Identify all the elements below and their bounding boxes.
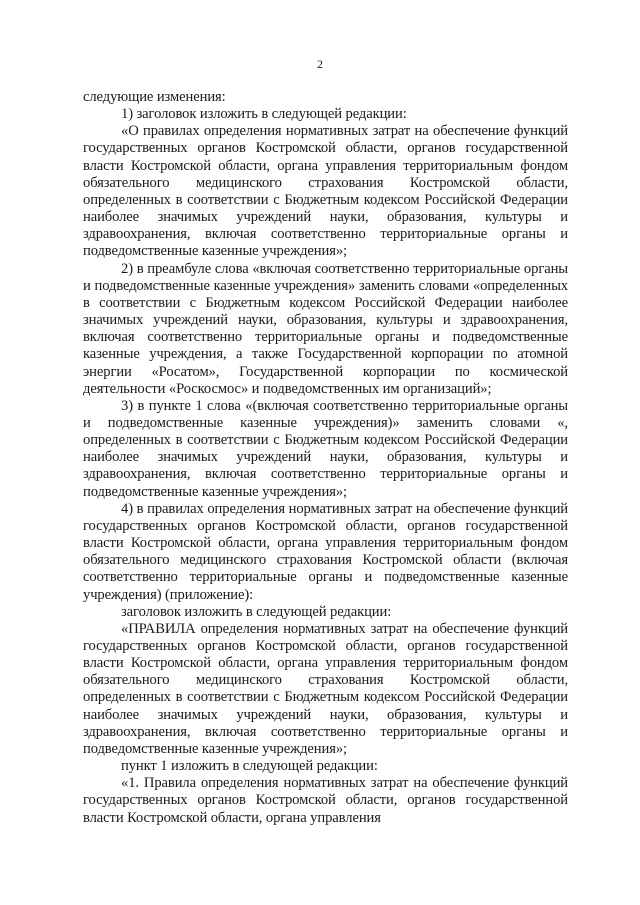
- paragraph: 4) в правилах определения нормативных затрат на обеспечение функций государственных органов Костромской области, органов государственной власти Костромской области, органа управления территориальным фондом обязательного медицинского страхования Костромской области (включая соответственно территориальные органы и подведомственные казенные учреждения) (приложение):: [83, 500, 568, 603]
- paragraph: 1) заголовок изложить в следующей редакции:: [121, 106, 407, 123]
- page-number: 2: [317, 57, 323, 71]
- document-body: [83, 89, 568, 827]
- paragraph: «ПРАВИЛА определения нормативных затрат на обеспечение функций государственных органов Костромской области, органов государственной власти Костромской области, органа управления территориальным фондом обязательного медицинского страхования Костромской области, определенных в соответствии с Бюджетным кодексом Российской Федерации наиболее значимых учреждений науки, образования, культуры и здравоохранения, включая соответственно территориальные органы и подведомственные казенные учреждения»;: [83, 620, 568, 757]
- paragraph: следующие изменения:: [83, 89, 226, 105]
- paragraph: заголовок изложить в следующей редакции:: [121, 603, 392, 620]
- paragraph: пункт 1 изложить в следующей редакции:: [121, 758, 378, 775]
- paragraph: «1. Правила определения нормативных затрат на обеспечение функций государственных органов Костромской области, органов государственной власти Костромской области, органа управления: [83, 775, 568, 826]
- paragraph: «О правилах определения нормативных затрат на обеспечение функций государственных органов Костромской области, органов государственной власти Костромской области, органа управления территориальным фондом обязательного медицинского страхования Костромской области, определенных в соответствии с Бюджетным кодексом Российской Федерации наиболее значимых учреждений науки, образования, культуры и здравоохранения, включая соответственно территориальные органы и подведомственные казенные учреждения»;: [83, 123, 568, 260]
- paragraph: 2) в преамбуле слова «включая соответственно территориальные органы и подведомственные казенные учреждения» заменить словами «определенных в соответствии с Бюджетным кодексом Российской Федерации наиболее значимых учреждений науки, образования, культуры и здравоохранения, включая соответственно территориальные органы и подведомственные казенные учреждения, а также Государственной корпорации по атомной энергии «Росатом», Государственной корпорации по космической деятельности «Роскосмос» и подведомственных им организаций»;: [83, 260, 568, 397]
- paragraph: 3) в пункте 1 слова «(включая соответственно территориальные органы и подведомственные казенные учреждения)» заменить словами «, определенных в соответствии с Бюджетным кодексом Российской Федерации наиболее значимых учреждений науки, образования, культуры и здравоохранения, включая соответственно территориальные органы и подведомственные казенные учреждения»;: [83, 397, 568, 500]
